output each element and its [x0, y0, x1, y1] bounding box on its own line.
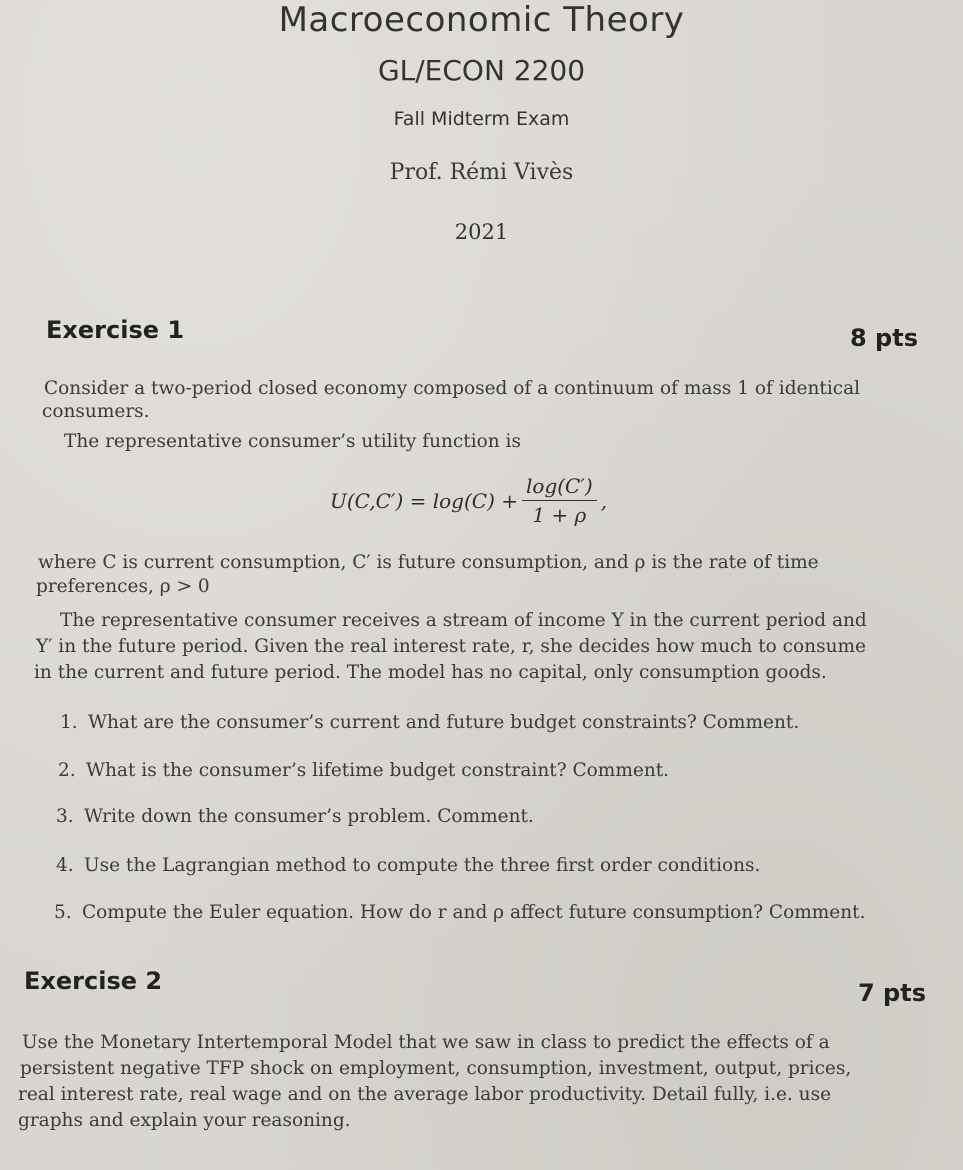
- income-line-2: Y′ in the future period. Given the real interest rate, r, she decides how much to consume: [36, 636, 866, 657]
- exercise-2-heading: Exercise 2: [24, 967, 163, 995]
- question-number: 5.: [54, 902, 72, 923]
- course-code: GL/ECON 2200: [377, 54, 586, 87]
- exercise-2-line-2: persistent negative TFP shock on employment, consumption, investment, output, prices,: [20, 1058, 852, 1079]
- exercise-1-heading: Exercise 1: [46, 316, 185, 344]
- question-text: Compute the Euler equation. How do r and ρ affect future consumption? Comment.: [82, 902, 866, 923]
- equation-denominator: 1 + ρ: [532, 503, 587, 527]
- question-text: Write down the consumer’s problem. Comment.: [84, 806, 534, 827]
- exercise-1-points: 8 pts: [850, 324, 918, 352]
- exercise-2-points: 7 pts: [858, 979, 926, 1007]
- where-line-2: preferences, ρ > 0: [36, 576, 210, 597]
- question-number: 4.: [56, 855, 74, 876]
- exercise-2-line-3: real interest rate, real wage and on the average labor productivity. Detail fully, i.e. use: [18, 1084, 832, 1105]
- question-text: Use the Lagrangian method to compute the three first order conditions.: [84, 855, 761, 876]
- equation-fraction: [522, 474, 597, 527]
- equation-lhs: U(C,C′) = log(C) +: [330, 488, 518, 513]
- exercise-2-line-1: Use the Monetary Intertemporal Model that we saw in class to predict the effects of a: [22, 1032, 830, 1053]
- exam-title: Macroeconomic Theory: [278, 0, 685, 40]
- question-4: [56, 855, 760, 876]
- exam-name: Fall Midterm Exam: [393, 108, 570, 130]
- question-1: [60, 712, 799, 733]
- income-line-3: in the current and future period. The model has no capital, only consumption goods.: [34, 662, 827, 683]
- question-text: What is the consumer’s lifetime budget constraint? Comment.: [86, 760, 670, 781]
- question-3: [56, 806, 534, 827]
- professor-name: Prof. Rémi Vivès: [389, 160, 574, 185]
- utility-equation: [330, 474, 607, 527]
- question-text: What are the consumer’s current and future budget constraints? Comment.: [88, 712, 800, 733]
- question-2: [58, 760, 669, 781]
- exam-year: 2021: [454, 220, 509, 244]
- where-line-1: where C is current consumption, C′ is future consumption, and ρ is the rate of time: [38, 552, 819, 573]
- equation-numerator: log(C′): [522, 474, 597, 501]
- exercise-1-intro-line-2: consumers.: [42, 401, 150, 422]
- exercise-2-line-4: graphs and explain your reasoning.: [18, 1110, 351, 1131]
- equation-trail: ,: [600, 488, 608, 513]
- income-line-1: The representative consumer receives a stream of income Y in the current period and: [60, 610, 867, 631]
- exercise-1-intro-line-1: Consider a two-period closed economy composed of a continuum of mass 1 of identical: [44, 378, 861, 399]
- question-number: 2.: [58, 760, 76, 781]
- question-5: [54, 902, 866, 923]
- question-number: 3.: [56, 806, 74, 827]
- question-number: 1.: [60, 712, 78, 733]
- utility-intro: The representative consumer’s utility function is: [64, 431, 521, 452]
